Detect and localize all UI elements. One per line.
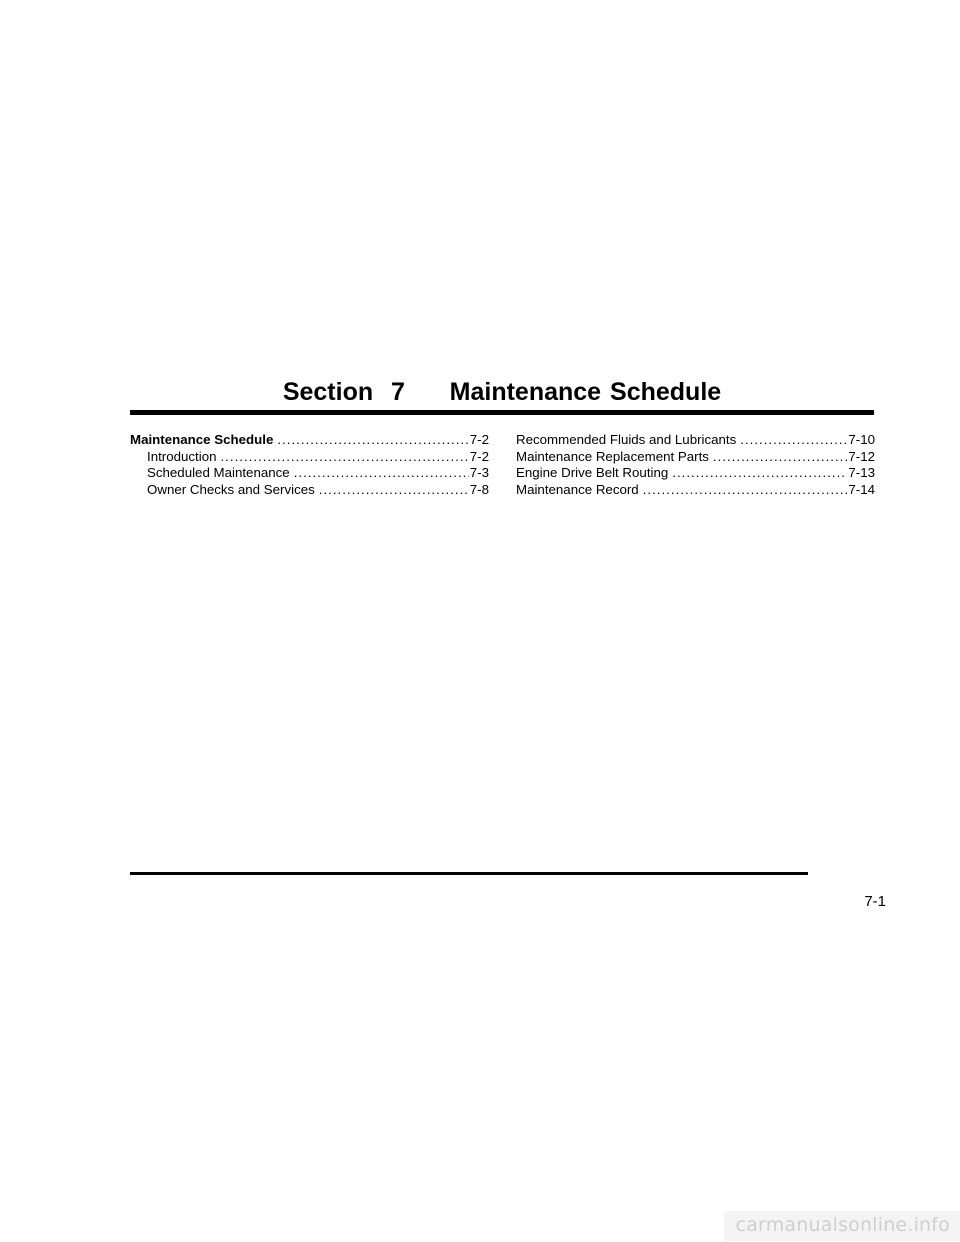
page-number: 7-1 (864, 893, 886, 910)
toc-entry-page: 7-13 (848, 465, 875, 480)
toc-entry-page: 7-12 (848, 448, 875, 464)
toc-left-column (130, 432, 489, 498)
toc-entry-drive-belt-routing[interactable] (516, 465, 875, 482)
toc-entry-label: Introduction (147, 448, 217, 464)
toc-entry-page: 7-10 (848, 432, 875, 447)
toc-entry-maintenance-schedule[interactable] (130, 432, 489, 449)
toc-entry-scheduled-maintenance[interactable] (130, 465, 489, 482)
toc-entry-owner-checks[interactable] (130, 482, 489, 499)
toc-right-column (516, 432, 875, 498)
toc-entry-page: 7-3 (469, 465, 489, 480)
footer-rule (130, 872, 808, 875)
toc-entry-label: Maintenance Schedule (130, 432, 274, 447)
toc-entry-page: 7-8 (469, 481, 489, 497)
watermark-text: carmanualsonline.info (724, 1211, 960, 1241)
dot-leader (220, 449, 468, 466)
section-title: Section 7 Maintenance Schedule (282, 378, 722, 406)
toc-entry-page: 7-2 (469, 448, 489, 464)
toc-entry-replacement-parts[interactable] (516, 449, 875, 466)
toc-entry-page: 7-2 (469, 432, 489, 447)
dot-leader (277, 432, 468, 449)
toc-entry-label: Maintenance Replacement Parts (516, 448, 709, 464)
toc-entry-label: Recommended Fluids and Lubricants (516, 432, 737, 447)
toc-entry-maintenance-record[interactable] (516, 482, 875, 499)
toc-entry-page: 7-14 (848, 481, 875, 497)
dot-leader (294, 465, 469, 482)
toc-entry-recommended-fluids[interactable] (516, 432, 875, 449)
toc-entry-introduction[interactable] (130, 449, 489, 466)
dot-leader (672, 465, 847, 482)
dot-leader (713, 449, 847, 466)
title-rule (130, 410, 874, 415)
toc-entry-label: Maintenance Record (516, 481, 639, 497)
toc-entry-label: Engine Drive Belt Routing (516, 465, 669, 480)
dot-leader (319, 482, 469, 499)
toc-entry-label: Scheduled Maintenance (147, 465, 290, 480)
toc-entry-label: Owner Checks and Services (147, 481, 315, 497)
dot-leader (643, 482, 848, 499)
dot-leader (740, 432, 847, 449)
